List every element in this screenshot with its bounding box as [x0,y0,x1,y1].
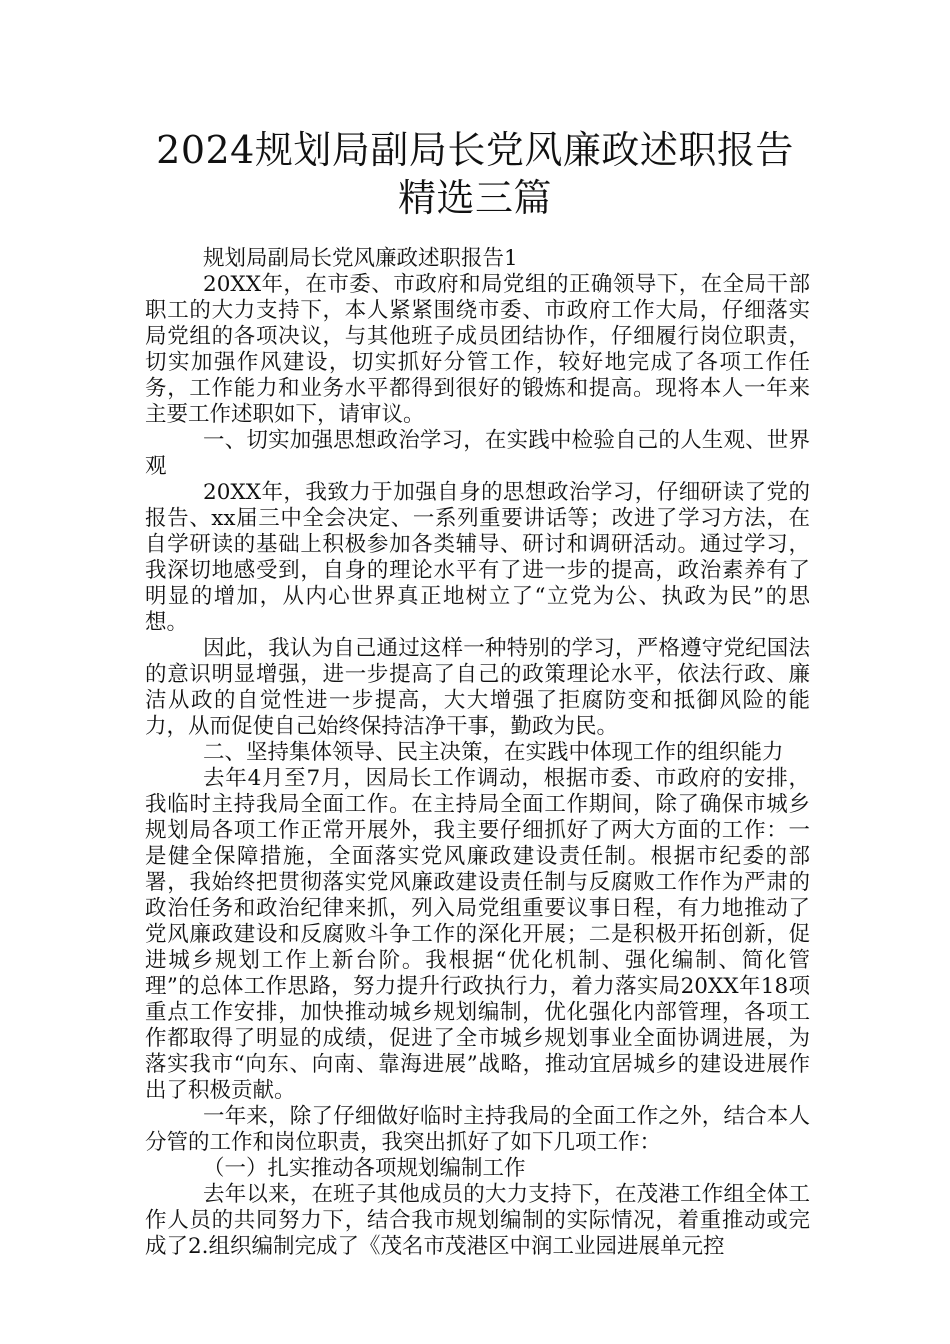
subsection-heading-1: （一）扎实推动各项规划编制工作 [203,1156,526,1181]
document-body [145,246,810,1260]
section-heading-2: 二、坚持集体领导、民主决策，在实践中体现工作的组织能力 [203,740,784,765]
paragraph-leadership: 去年4月至7月，因局长工作调动，根据市委、市政府的安排，我临时主持我局全面工作。在主持局全面工作期间，除了确保市城乡规划局各项工作正常开展外，我主要仔细抓好了两大方面的工作：一是健全保障措施，全面落实党风廉政建设责任制。根据市纪委的部署，我始终把贯彻落实党风廉政建设责任制与反腐败工作作为严肃的政治任务和政治纪律来抓，列入局党组重要议事日程，有力地推动了党风廉政建设和反腐败斗争工作的深化开展；二是积极开拓创新，促进城乡规划工作上新台阶。我根据“优化机制、强化编制、简化管理”的总体工作思路，努力提升行政执行力，着力落实局20XX年18项重点工作安排，加快推动城乡规划编制，优化强化内部管理，各项工作都取得了明显的成绩，促进了全市城乡规划事业全面协调进展，为落实我市“向东、向南、靠海进展”战略，推动宜居城乡的建设进展作出了积极贡献。 [145,766,810,1103]
document-title: 2024规划局副局长党风廉政述职报告精选三篇 [156,128,794,220]
paragraph-intro: 20XX年，在市委、市政府和局党组的正确领导下，在全局干部职工的大力支持下，本人紧紧围绕市委、市政府工作大局，仔细落实局党组的各项决议，与其他班子成员团结协作，仔细履行岗位职责，切实加强作风建设，切实抓好分管工作，较好地完成了各项工作任务，工作能力和业务水平都得到很好的锻炼和提高。现将本人一年来主要工作述职如下，请审议。 [145,272,810,427]
paragraph-summary: 一年来，除了仔细做好临时主持我局的全面工作之外，结合本人分管的工作和岗位职责，我突出抓好了如下几项工作： [145,1104,810,1155]
paragraph-study: 20XX年，我致力于加强自身的思想政治学习，仔细研读了党的报告、xx届三中全会决定、一系列重要讲话等；改进了学习方法，在自学研读的基础上积极参加各类辅导、研讨和调研活动。通过学习，我深切地感受到，自身的理论水平有了进一步的提高，政治素养有了明显的增加，从内心世界真正地树立了“立党为公、执政为民”的思想。 [145,480,810,635]
section-heading-1: 一、切实加强思想政治学习，在实践中检验自己的人生观、世界观 [145,428,810,479]
paragraph-conclusion-study: 因此，我认为自己通过这样一种特别的学习，严格遵守党纪国法的意识明显增强，进一步提高了自己的政策理论水平，依法行政、廉洁从政的自觉性进一步提高，大大增强了拒腐防变和抵御风险的能力，从而促使自己始终保持洁净干事，勤政为民。 [145,636,810,739]
paragraph-planning: 去年以来，在班子其他成员的大力支持下，在茂港工作组全体工作人员的共同努力下，结合我市规划编制的实际情况，着重推动或完成了2.组织编制完成了《茂名市茂港区中润工业园进展单元控 [145,1182,810,1259]
report-subtitle: 规划局副局长党风廉政述职报告1 [203,246,518,271]
